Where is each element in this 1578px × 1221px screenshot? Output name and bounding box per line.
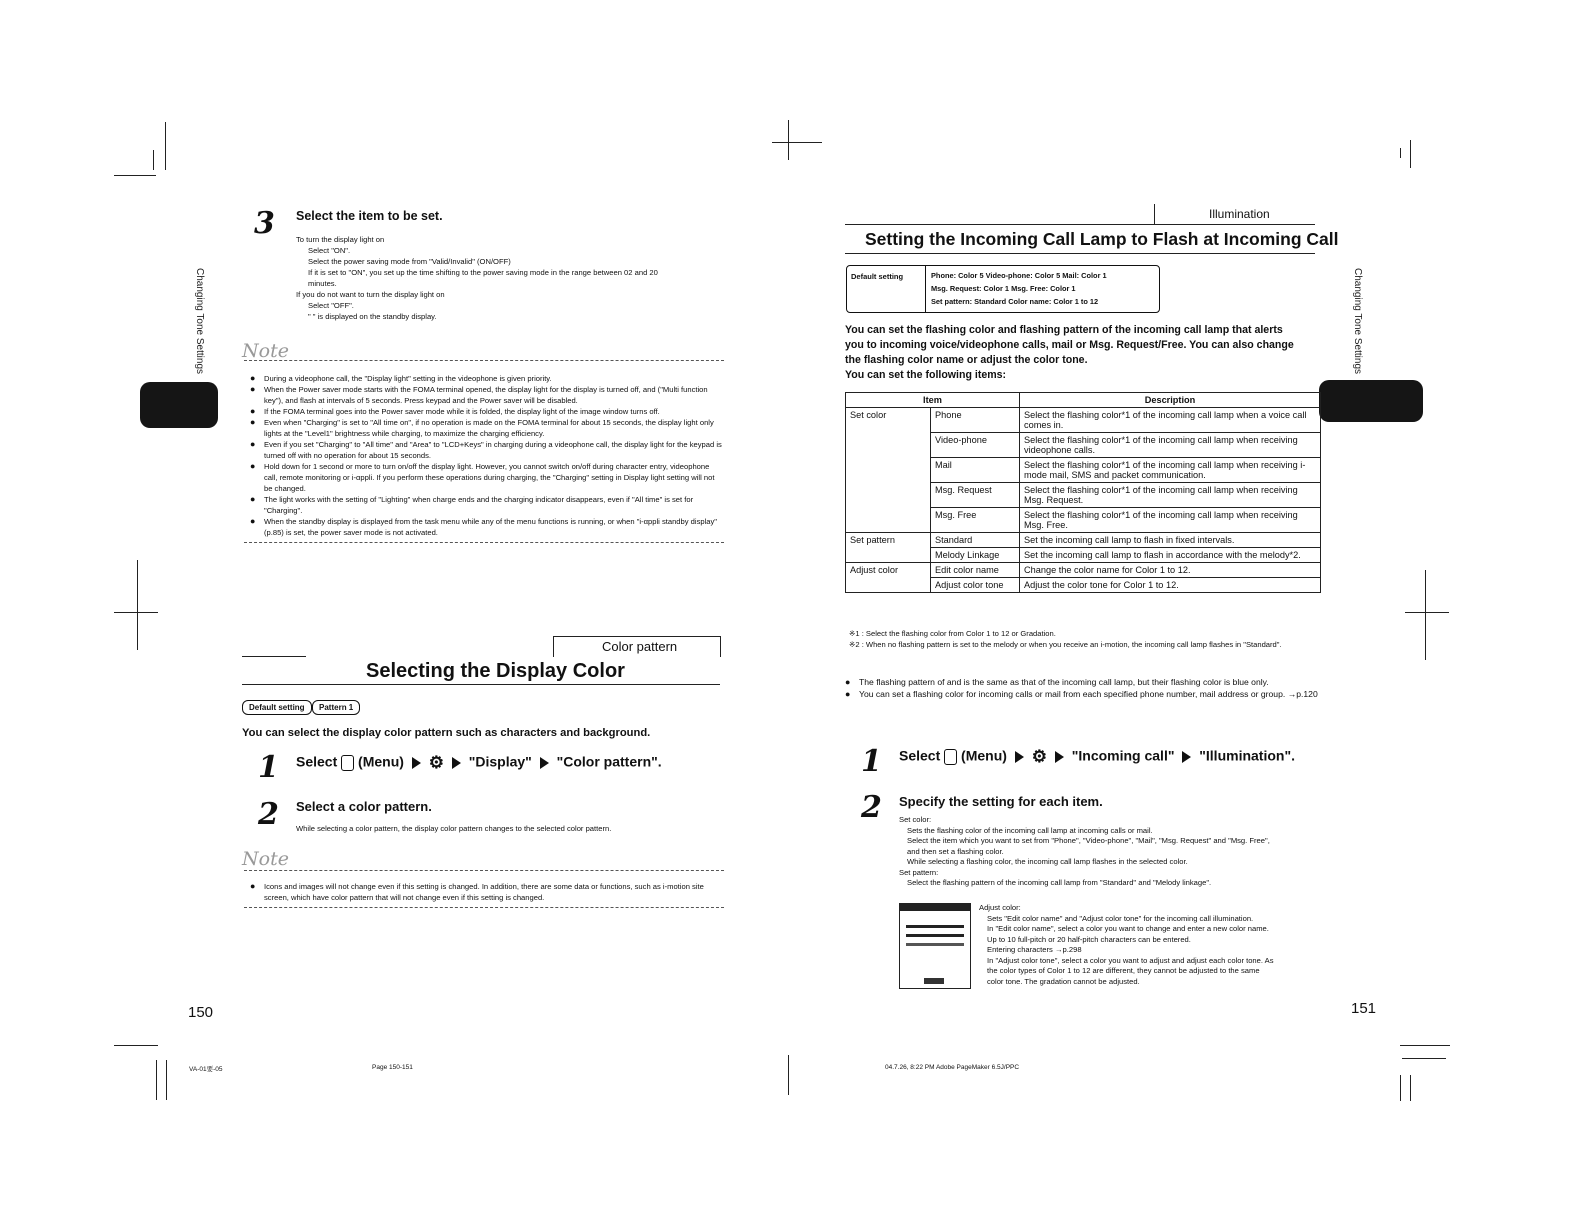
step-number: 1 (258, 750, 279, 785)
adjust-detail (979, 903, 1324, 987)
settings-menu-icon: ⚙ (1031, 747, 1047, 766)
detail-line: Adjust color: (979, 903, 1021, 912)
items-table (845, 392, 1321, 593)
detail-line: minutes. (308, 279, 337, 288)
detail-line: Sets the flashing color of the incoming call lamp at incoming calls or mail. (907, 825, 1153, 835)
step-number: 2 (258, 797, 279, 832)
step-title: Specify the setting for each item. (899, 794, 1103, 809)
screen-illustration (899, 903, 971, 989)
arrow-right-icon (540, 757, 549, 769)
detail-line: In "Adjust color tone", select a color you want to adjust and adjust each color tone. As (987, 955, 1274, 965)
default-setting (846, 265, 1160, 313)
note-item: ● Hold down for 1 second or more to turn on/off the display light. However, you cannot switch on/off during character entry, videophone call, remote monitoring or i-αppli. If you perform these operations during charging, the "Charging" setting in Display light setting will not be changed. (250, 461, 722, 494)
default-setting-label: Default setting (242, 700, 312, 715)
step-select: Select (899, 747, 941, 764)
table-group: Adjust color (846, 563, 931, 593)
intro-line: You can set the following items: (845, 369, 1007, 381)
note-item: ● During a videophone call, the "Display light" setting in the videophone is given priority. (250, 373, 722, 384)
section-underline (242, 684, 720, 685)
menu-key-icon (944, 749, 957, 765)
side-label: Changing Tone Settings (1352, 268, 1363, 375)
bullet-item: ● You can set a flashing color for incoming calls or mail from each specified phone number, mail address or group. →p.120 (845, 688, 1325, 700)
step-detail (899, 815, 1329, 889)
section-tag-label: Illumination (1209, 207, 1270, 221)
step-number: 3 (254, 206, 275, 241)
table-desc: Select the flashing color*1 of the incoming call lamp when receiving Msg. Free. (1020, 508, 1321, 533)
table-desc: Set the incoming call lamp to flash in accordance with the melody*2. (1020, 548, 1321, 563)
side-label: Changing Tone Settings (194, 268, 205, 375)
detail-line: " " is displayed on the standby display. (308, 312, 437, 321)
screen-softkey (924, 978, 944, 984)
side-tab (1319, 380, 1423, 422)
screen-row (906, 943, 964, 946)
step-display: "Display" (468, 753, 532, 770)
table-group: Set color (846, 408, 931, 533)
detail-line: Select "ON". (308, 246, 351, 255)
detail-line: Set pattern: (899, 867, 939, 877)
intro-line: the flashing color name or adjust the color tone. (845, 354, 1088, 366)
table-row (846, 563, 1321, 578)
bullets (845, 676, 1325, 700)
step-title: Select the item to be set. (296, 209, 443, 223)
table-row (846, 408, 1321, 433)
default-setting-values (931, 269, 1107, 308)
note-item: ● If the FOMA terminal goes into the Power saver mode while it is folded, the display light of the image window turns off. (250, 406, 722, 417)
intro-text (845, 323, 1294, 383)
table-desc: Set the incoming call lamp to flash in fixed intervals. (1020, 533, 1321, 548)
table-item: Msg. Request (931, 483, 1020, 508)
default-setting-label: Default setting (851, 272, 904, 281)
detail-line: In "Edit color name", select a color you want to change and enter a new color name. (987, 924, 1269, 933)
detail-line: Up to 10 full-pitch or 20 half-pitch characters can be entered. (987, 934, 1191, 944)
detail-line: Select the flashing pattern of the incoming call lamp from "Standard" and "Melody linkage". (907, 878, 1212, 887)
table-item: Phone (931, 408, 1020, 433)
detail-line: Select the power saving mode from "Valid/Invalid" (ON/OFF) (308, 257, 511, 266)
note-item: ● When the standby display is displayed from the task menu while any of the menu functions is running, or when "i-αppli standby display" (p.85) is set, the power saver mode is not activated. (250, 516, 722, 538)
arrow-right-icon (1055, 751, 1064, 763)
step-select: Select (296, 753, 338, 770)
table-row (846, 533, 1321, 548)
arrow-right-icon (1182, 751, 1191, 763)
table-item: Adjust color tone (931, 578, 1020, 593)
default-setting-value: Pattern 1 (312, 700, 360, 715)
default-line: Set pattern: Standard Color name: Color 1 to 12 (931, 297, 1099, 306)
table-item: Mail (931, 458, 1020, 483)
table-desc: Select the flashing color*1 of the incoming call lamp when receiving videophone calls. (1020, 433, 1321, 458)
table-item: Video-phone (931, 433, 1020, 458)
step-detail (296, 234, 716, 322)
step-number: 1 (861, 744, 882, 779)
detail-line: While selecting a flashing color, the incoming call lamp flashes in the selected color. (907, 857, 1188, 866)
settings-menu-icon: ⚙ (428, 753, 444, 772)
detail-line: Entering characters →p.298 (987, 945, 1082, 954)
detail-line: and then set a flashing color. (907, 846, 1004, 856)
footer-left: VA-01要-05 (189, 1066, 223, 1073)
step-detail: While selecting a color pattern, the display color pattern changes to the selected color pattern. (296, 824, 612, 833)
detail-line: If you do not want to turn the display light on (296, 290, 445, 299)
section-rule (242, 656, 306, 657)
bullet-item: ● The flashing pattern of and is the same as that of the incoming call lamp, but their flashing color is blue only. (845, 676, 1325, 688)
screen-row (906, 925, 964, 928)
arrow-right-icon (412, 757, 421, 769)
detail-line: Set color: (899, 815, 932, 824)
table-item: Msg. Free (931, 508, 1020, 533)
page-number: 151 (1351, 1000, 1377, 1017)
detail-line: Select the item which you want to set from "Phone", "Video-phone", "Mail", "Msg. Request" and "Msg. Free", (907, 836, 1270, 845)
step-incoming-call: "Incoming call" (1071, 747, 1175, 764)
note-box (244, 360, 724, 543)
footnote: ※2 : When no flashing pattern is set to the melody or when you receive an i-motion, the incoming call lamp flashes in "Standard". (849, 640, 1282, 649)
default-line: Msg. Request: Color 1 Msg. Free: Color 1 (931, 284, 1076, 293)
right-page (789, 0, 1578, 1221)
footer-page-range: Page 150-151 (372, 1064, 413, 1071)
step-instruction (899, 747, 1295, 767)
section-title: Setting the Incoming Call Lamp to Flash at Incoming Call (865, 229, 1339, 249)
footnotes (849, 628, 1309, 650)
divider (925, 266, 926, 312)
footer-timestamp: 04.7.26, 8:22 PM Adobe PageMaker 6.5J/PPC (885, 1064, 1020, 1071)
screen-row (906, 934, 964, 937)
table-item: Melody Linkage (931, 548, 1020, 563)
note-item: ● When the Power saver mode starts with the FOMA terminal opened, the display light for the display is turned off, and ("Multi function key"), and flash at intervals of 5 seconds. Press keypad and the Power saver will be disabled. (250, 384, 722, 406)
step-illumination: "Illumination". (1199, 747, 1295, 764)
table-desc: Adjust the color tone for Color 1 to 12. (1020, 578, 1321, 593)
intro-line: You can set the flashing color and flashing pattern of the incoming call lamp that alerts (845, 324, 1283, 336)
section-tag-label: Color pattern (602, 639, 678, 654)
detail-line: If it is set to "ON", you set up the time shifting to the power saving mode in the range between 02 and 20 (308, 268, 658, 277)
detail-line: Select "OFF". (308, 301, 354, 310)
menu-key-icon (341, 755, 354, 771)
note-label: Note (242, 340, 289, 362)
section-underline (845, 253, 1315, 254)
table-desc: Select the flashing color*1 of the incoming call lamp when receiving Msg. Request. (1020, 483, 1321, 508)
step-color: "Color pattern". (556, 753, 662, 770)
step-menu: (Menu) (961, 747, 1007, 764)
default-setting (242, 697, 360, 715)
note-item: ● Icons and images will not change even if this setting is changed. In addition, there are some data or functions, such as i-motion site screen, which have color pattern that will not change even if this setting is changed. (250, 881, 722, 903)
screen-title-bar (900, 904, 970, 911)
note-item: ● The light works with the setting of "Lighting" when charge ends and the charging indicator disappears, even if "All time" is set for "Charging". (250, 494, 722, 516)
table-group: Set pattern (846, 533, 931, 563)
side-tab (140, 382, 218, 428)
section-rule (845, 224, 1315, 225)
note-box (244, 870, 724, 908)
table-item: Edit color name (931, 563, 1020, 578)
step-number: 2 (861, 790, 882, 825)
section-tag (553, 636, 721, 657)
detail-line: color tone. The gradation cannot be adjusted. (987, 976, 1140, 986)
note-item: ● Even when "Charging" is set to "All time on", if no operation is made on the FOMA terminal for about 15 seconds, the display light only lights at the "Level1" brightness while charging, to maximize the charging efficiency. (250, 417, 722, 439)
arrow-right-icon (1015, 751, 1024, 763)
table-header-description: Description (1020, 393, 1321, 408)
detail-line: the color types of Color 1 to 12 are different, they cannot be adjusted to the same (987, 966, 1260, 975)
detail-line: To turn the display light on (296, 235, 385, 244)
detail-line: Sets "Edit color name" and "Adjust color tone" for the incoming call illumination. (987, 913, 1254, 923)
section-title: Selecting the Display Color (366, 660, 625, 682)
page-number: 150 (188, 1004, 214, 1021)
step-instruction (296, 753, 662, 773)
step-title: Select a color pattern. (296, 799, 432, 814)
default-line: Phone: Color 5 Video-phone: Color 5 Mail: Color 1 (931, 271, 1107, 280)
table-desc: Change the color name for Color 1 to 12. (1020, 563, 1321, 578)
note-label: Note (242, 848, 289, 870)
footnote: ※1 : Select the flashing color from Color 1 to 12 or Gradation. (849, 629, 1056, 638)
step-menu: (Menu) (358, 753, 404, 770)
table-header-item: Item (846, 393, 1020, 408)
intro-text: You can select the display color pattern such as characters and background. (242, 727, 651, 739)
table-item: Standard (931, 533, 1020, 548)
section-tag (1154, 204, 1315, 224)
table-desc: Select the flashing color*1 of the incoming call lamp when receiving i-mode mail, SMS and packet communication. (1020, 458, 1321, 483)
intro-line: you to incoming voice/videophone calls, mail or Msg. Request/Free. You can also change (845, 339, 1294, 351)
arrow-right-icon (452, 757, 461, 769)
note-item: ● Even if you set "Charging" to "All time" and "Area" to "LCD+Keys" in charging during a videophone call, the display light for the keypad is turned off with no operation for about 15 seconds. (250, 439, 722, 461)
table-desc: Select the flashing color*1 of the incoming call lamp when a voice call comes in. (1020, 408, 1321, 433)
